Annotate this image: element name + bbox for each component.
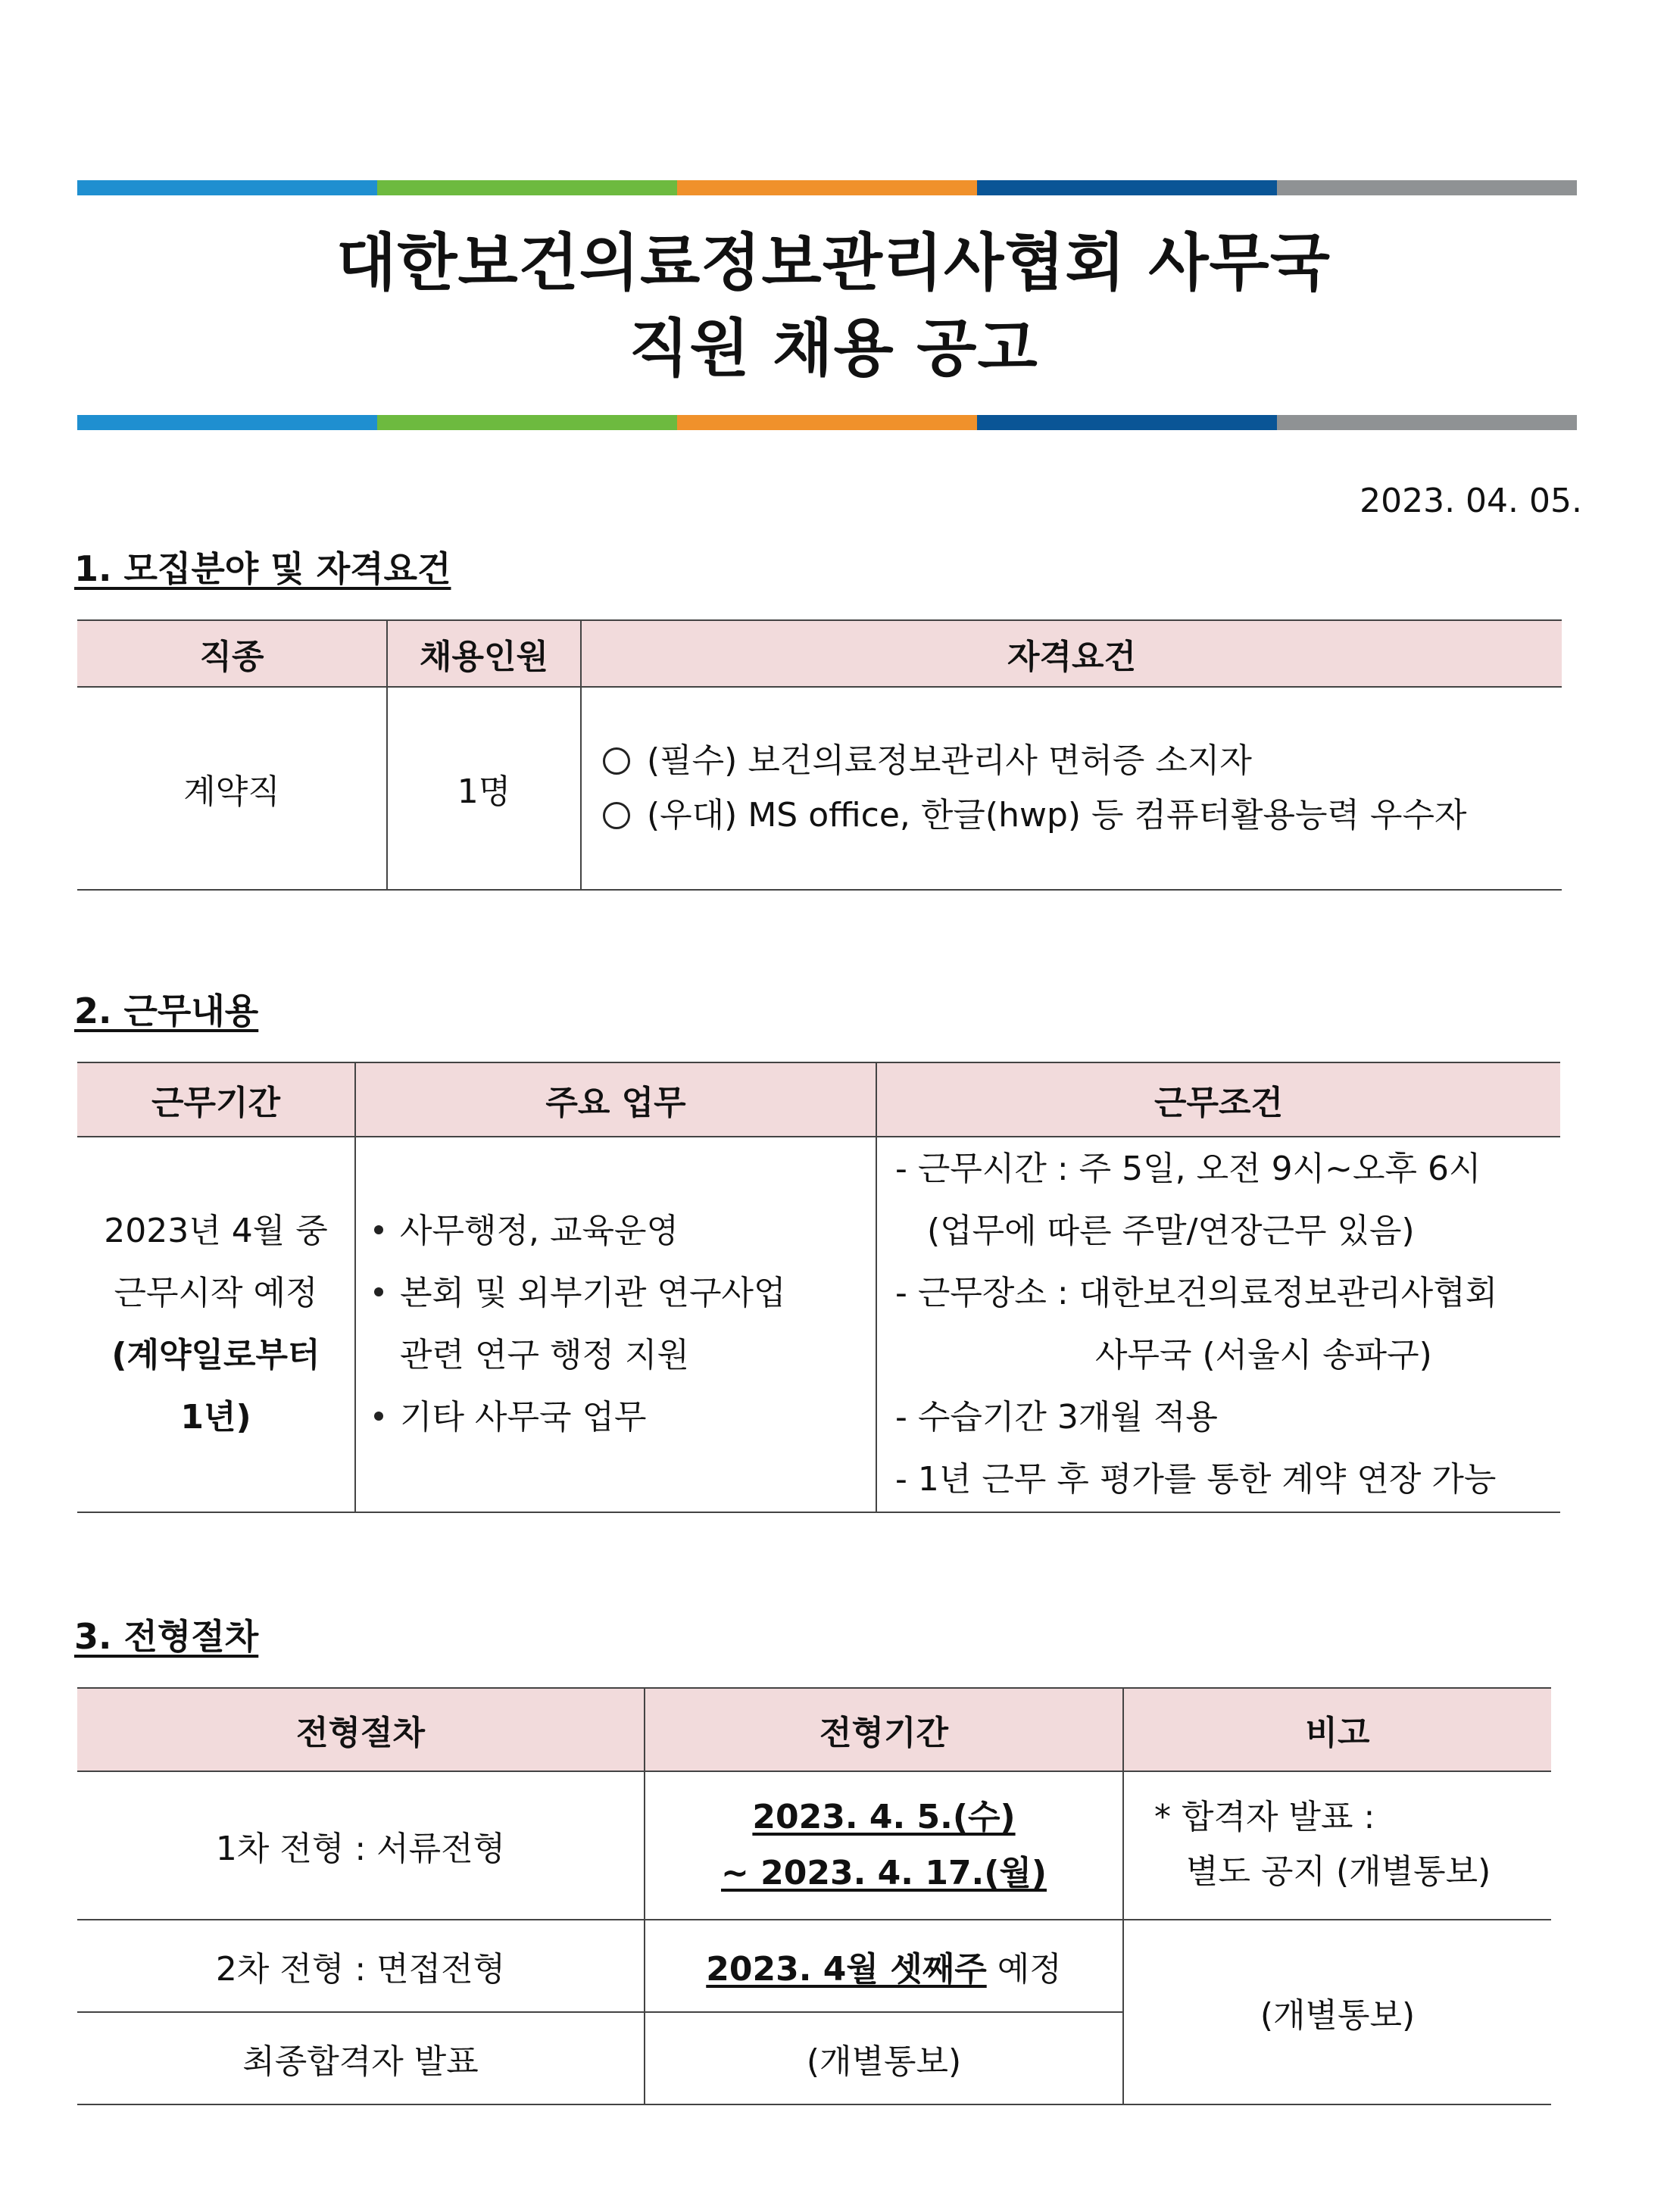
work-conditions-cell: - 근무시간 : 주 5일, 오전 9시~오후 6시 (업무에 따른 주말/연장근무 있음) - 근무장소 : 대한보건의료정보관리사협회 사무국 (서울시 송파구) - 수습기간 3개월 적용 - 1년 근무 후 평가를 통한 계약 연장 가능 bbox=[876, 1137, 1560, 1512]
requirement-item: (우대) MS office, 한글(hwp) 등 컴퓨터활용능력 우수자 bbox=[603, 788, 1562, 843]
col-selection-step: 전형절차 bbox=[77, 1688, 645, 1771]
bullet-icon bbox=[374, 1287, 383, 1296]
duty-item: 본회 및 외부기관 연구사업 bbox=[374, 1262, 876, 1324]
step1-note-cell: * 합격자 발표 : 별도 공지 (개별통보) bbox=[1123, 1771, 1551, 1920]
col-job-type: 직종 bbox=[77, 620, 387, 687]
announcement-date: 2023. 04. 05. bbox=[1360, 482, 1582, 520]
work-details-table bbox=[77, 1062, 1560, 1513]
page-title-line2: 직원 채용 공고 bbox=[629, 313, 1038, 385]
step2-cell: 2차 전형 : 면접전형 bbox=[77, 1920, 645, 2012]
step2-3-note-cell: (개별통보) bbox=[1123, 1920, 1551, 2104]
requirements-cell bbox=[581, 687, 1562, 890]
col-main-duties: 주요 업무 bbox=[355, 1062, 876, 1137]
circle-bullet-icon bbox=[603, 802, 630, 829]
top-color-bar bbox=[77, 180, 1577, 195]
work-period-cell: 2023년 4월 중 근무시작 예정 (계약일로부터 1년) bbox=[77, 1137, 355, 1512]
duty-item: 기타 사무국 업무 bbox=[374, 1387, 876, 1449]
col-work-period: 근무기간 bbox=[77, 1062, 355, 1137]
section3-heading: 3. 전형절차 bbox=[74, 1616, 259, 1657]
step1-period-cell: 2023. 4. 5.(수) ~ 2023. 4. 17.(월) bbox=[645, 1771, 1123, 1920]
bullet-icon bbox=[374, 1412, 383, 1421]
duty-item-continuation: 관련 연구 행정 지원 bbox=[400, 1336, 689, 1374]
col-note: 비고 bbox=[1123, 1688, 1551, 1771]
bullet-icon bbox=[374, 1225, 383, 1234]
col-requirements: 자격요건 bbox=[581, 620, 1562, 687]
requirement-item: (필수) 보건의료정보관리사 면허증 소지자 bbox=[603, 734, 1562, 788]
page-title-line1: 대한보건의료정보관리사협회 사무국 bbox=[336, 227, 1331, 299]
main-duties-cell bbox=[355, 1137, 876, 1512]
step1-cell: 1차 전형 : 서류전형 bbox=[77, 1771, 645, 1920]
duty-item: 사무행정, 교육운영 bbox=[374, 1200, 876, 1262]
section1-heading: 1. 모집분야 및 자격요건 bbox=[74, 548, 451, 589]
bottom-color-bar bbox=[77, 415, 1577, 430]
final-announcement-cell: 최종합격자 발표 bbox=[77, 2012, 645, 2104]
section2-heading: 2. 근무내용 bbox=[74, 991, 259, 1031]
col-work-conditions: 근무조건 bbox=[876, 1062, 1560, 1137]
col-headcount: 채용인원 bbox=[387, 620, 581, 687]
step2-period-cell: 2023. 4월 셋째주 예정 bbox=[645, 1920, 1123, 2012]
recruitment-table bbox=[77, 619, 1562, 891]
circle-bullet-icon bbox=[603, 747, 630, 775]
headcount-cell: 1명 bbox=[387, 687, 581, 890]
selection-process-table bbox=[77, 1687, 1551, 2105]
job-type-cell: 계약직 bbox=[77, 687, 387, 890]
col-selection-period: 전형기간 bbox=[645, 1688, 1123, 1771]
final-announcement-period-cell: (개별통보) bbox=[645, 2012, 1123, 2104]
